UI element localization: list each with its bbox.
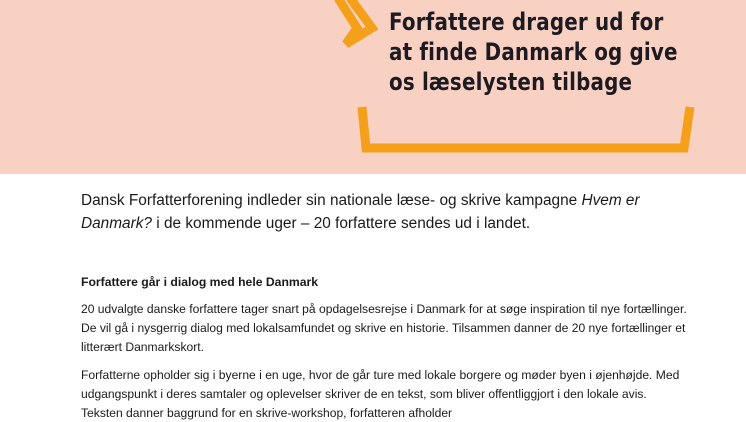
header-banner bbox=[0, 0, 746, 174]
lead-text-after: i de kommende uger – 20 forfattere sendes ud i landet. bbox=[152, 215, 531, 232]
banner-headline bbox=[389, 7, 702, 97]
body-paragraph-2: Forfatterne opholder sig i byerne i en uge, hvor de går ture med lokale borgere og møder byen i øjenhøjde. Med udgangspunkt i deres samtaler og oplevelser skriver de en tekst, som bliver offentliggjort i den lokale avis. Teksten danner baggrund for en skrive-workshop, forfatteren afholder bbox=[81, 368, 680, 420]
campaign-name: Hvem er Danmark? bbox=[81, 192, 640, 232]
bottom-bracket bbox=[362, 107, 690, 148]
body-paragraph-1: 20 udvalgte danske forfattere tager snart på opdagelsesrejse i Danmark for at søge inspiration til nye fortællinger. De vil gå i nysgerrig dialog med lokalsamfundet og skrive en historie. Tilsammen danner de 20 nye fortællinger et litterært Danmarkskort. bbox=[81, 302, 687, 354]
lead-paragraph bbox=[81, 189, 681, 235]
lead-text-before: Dansk Forfatterforening indleder sin nationale læse- og skrive kampagne bbox=[81, 192, 582, 209]
section-heading: Forfattere går i dialog med hele Danmark bbox=[81, 275, 319, 289]
headline-line-1: Forfattere drager ud for bbox=[389, 8, 664, 36]
headline-line-3: os læselysten tilbage bbox=[389, 68, 633, 96]
chevron-accent bbox=[338, 0, 372, 44]
headline-line-2: at finde Danmark og give bbox=[389, 38, 678, 66]
